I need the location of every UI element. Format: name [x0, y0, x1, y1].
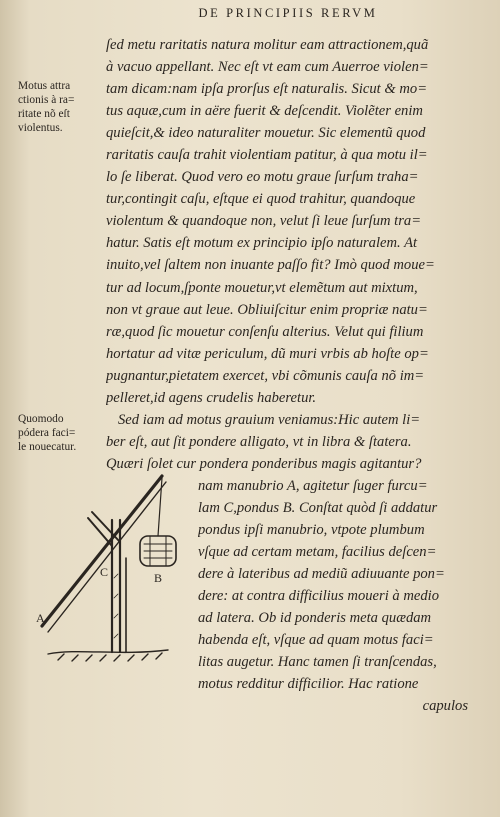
text-line: tur ad locum,ſponte mouetur,vt elemẽtum aut mixtum, — [106, 279, 418, 296]
text-line: hortatur ad vitæ periculum, dũ muri vrbis ab hoſte op= — [106, 345, 429, 362]
marginal-note-quomodo — [18, 412, 102, 454]
marginal-note-motus — [18, 79, 102, 135]
text-line: tur,contingit caſu, eſtque ei quod trahitur, quandoque — [106, 191, 416, 208]
lever-woodcut-figure — [28, 458, 198, 670]
text-line: hatur. Satis eſt motum ex principio ipſo naturalem. At — [106, 235, 418, 252]
marginal-note-line: le nouecatur. — [18, 441, 77, 453]
catchword: capulos — [422, 698, 468, 715]
marginal-note-line: pódera faci= — [18, 427, 76, 439]
text-line: quieſcit,& ideo naturaliter mouetur. Sic elementũ quod — [106, 125, 426, 142]
text-line: inuito,vel ſaltem non inuante paſſo fit? Imò quod moue= — [106, 257, 435, 274]
running-head: DE PRINCIPIIS RERVM — [198, 6, 378, 20]
lever-illustration — [28, 458, 198, 670]
text-line: vſque ad certam metam, facilius deſcen= — [198, 544, 437, 561]
text-line: lo ſe liberat. Quod vero eo motu graue ſurſum traha= — [106, 169, 419, 186]
marginal-note-line: ritate nõ eſt — [18, 108, 70, 120]
text-line: habenda eſt, vſque ad quam motus faci= — [198, 632, 434, 649]
text-line: motus redditur difficilior. Hac ratione — [198, 676, 419, 693]
text-line: ad latera. Ob id ponderis meta quædam — [198, 610, 432, 627]
text-line: à vacuo appellant. Nec eſt vt eam cum Auerroe violen= — [106, 59, 429, 76]
marginal-note-line: Motus attra — [18, 80, 71, 92]
text-line: lam C,pondus B. Conſtat quòd ſi addatur — [198, 499, 438, 516]
label-b: B — [154, 571, 163, 585]
text-line: pondus ipſi manubrio, vtpote plumbum — [198, 522, 425, 539]
text-line: violentum & quandoque non, velut ſi leue ſurſum tra= — [106, 213, 422, 230]
text-line: dere à lateribus ad mediũ adiuuante pon= — [198, 566, 445, 583]
text-line: tus aquæ,cum in aëre fuerit & deſcendit. Violẽter enim — [106, 103, 423, 120]
text-line: litas augetur. Hanc tamen ſi tranſcendas, — [198, 654, 437, 671]
text-line: raritatis cauſa trahit violentiam patitur, à qua motu il= — [106, 147, 428, 164]
text-line: non vt graue aut leue. Obliuiſcitur enim propriæ natu= — [106, 301, 428, 318]
text-line: tam dicam:nam ipſa prorſus eſt naturalis. Sicut & mo= — [106, 81, 428, 98]
marginal-note-line: violentus. — [18, 122, 63, 134]
text-line: dere: at contra difficilius moueri à medio — [198, 588, 440, 605]
text-line: nam manubrio A, agitetur ſuger furcu= — [198, 477, 428, 494]
marginal-note-line: ctionis à ra= — [18, 94, 75, 106]
label-a: A — [36, 611, 45, 625]
marginal-note-line: Quomodo — [18, 413, 64, 425]
text-line: ſed metu raritatis natura molitur eam attractionem,quã — [106, 37, 429, 53]
text-line: Sed iam ad motus grauium veniamus:Hic autem li= — [118, 411, 421, 428]
text-line: ræ,quod ſic mouetur conſenſu alterius. Velut qui filium — [106, 323, 424, 340]
label-c: C — [100, 565, 109, 579]
text-line: pugnantur,pietatem exercet, vbi cõmunis cauſa nõ im= — [106, 367, 425, 384]
text-line: Quæri ſolet cur pondera ponderibus magis agitantur? — [106, 455, 422, 472]
text-line: ber eſt, aut ſit pondere alligato, vt in libra & ſtatera. — [106, 433, 412, 450]
text-line: pelleret,id agens crudelis haberetur. — [106, 389, 317, 406]
